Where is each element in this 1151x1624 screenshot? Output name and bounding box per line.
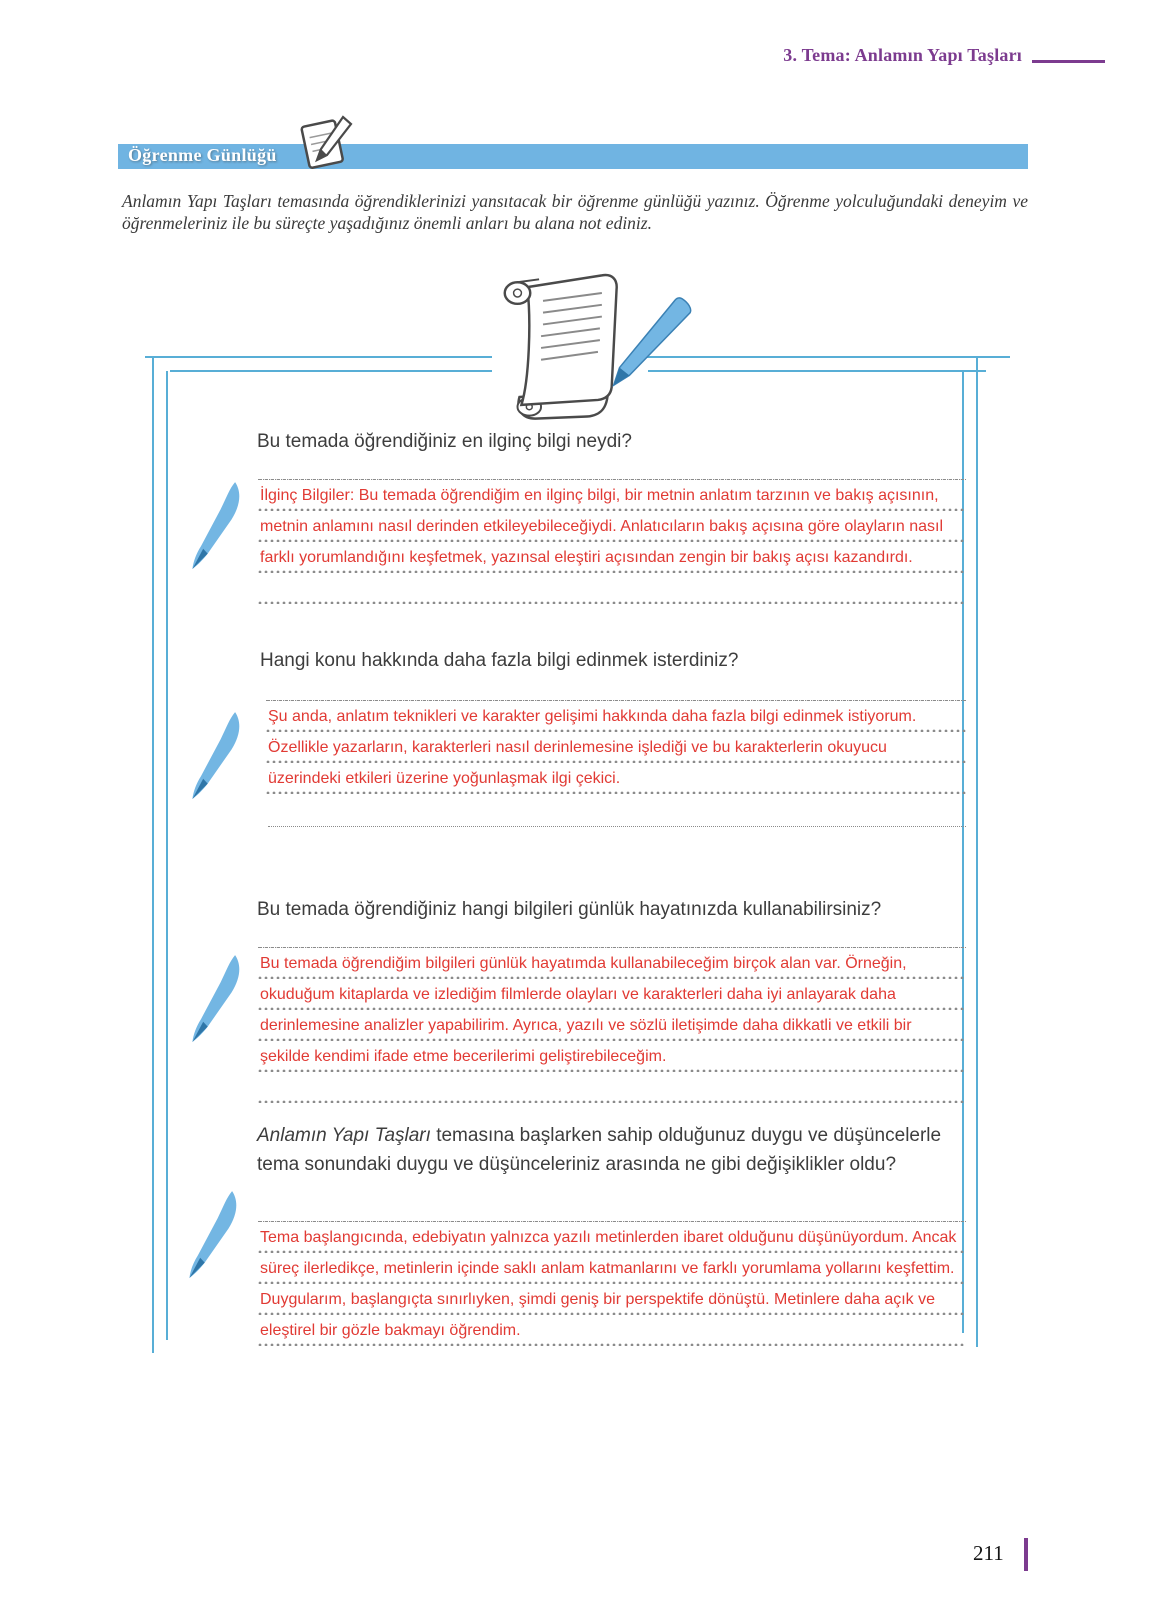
chapter-rule xyxy=(1032,60,1105,63)
question-1: Bu temada öğrendiğiniz en ilginç bilgi neydi? xyxy=(257,431,632,452)
question-3: Bu temada öğrendiğiniz hangi bilgileri günlük hayatınızda kullanabilirsiniz? xyxy=(257,899,882,920)
question-4-text: temasına başlarken sahip olduğunuz duygu ve düşüncelerle tema sonundaki duygu ve düşünceleriniz arasında ne gibi değişiklikler oldu? xyxy=(257,1125,942,1175)
chapter-heading: 3. Tema: Anlamın Yapı Taşları xyxy=(783,45,1022,65)
pen-icon xyxy=(176,472,255,585)
pen-icon xyxy=(176,945,255,1058)
frame-line xyxy=(648,370,986,372)
answer-field-2[interactable]: Şu anda, anlatım teknikleri ve karakter gelişimi hakkında daha fazla bilgi edinmek istiyorum. Özellikle yazarların, karakterleri nasıl derinlemesine işlediği ve bu karakterlerin okuyucu üzerindeki etkileri üzerine yoğunlaşmak ilgi çekici. xyxy=(266,700,966,794)
frame-line xyxy=(152,357,154,1353)
page-number-bar xyxy=(1024,1538,1028,1571)
banner-title: Öğrenme Günlüğü xyxy=(128,145,277,165)
answer-field-3[interactable]: Bu temada öğrendiğim bilgileri günlük hayatımda kullanabileceğim birçok alan var. Örneğin, okuduğum kitaplarda ve izlediğim filmlerde olayları ve karakterleri daha iyi anlayarak daha derinlemesine analizler yapabilirim. Ayrıca, yazılı ve sözlü iletişimde daha dikkatli ve etkili bir şekilde kendimi ifade etme becerilerimi geliştirebileceğim. xyxy=(258,947,966,1103)
question-4-theme-title: Anlamın Yapı Taşları xyxy=(257,1125,431,1146)
frame-line xyxy=(976,357,978,1347)
question-4 xyxy=(257,1121,957,1179)
intro-paragraph: Anlamın Yapı Taşları temasında öğrendiklerinizi yansıtacak bir öğrenme günlüğü yazınız. Öğrenme yolculuğundaki deneyim ve öğrenmeleriniz ile bu süreçte yaşadığınız önemli anları bu alana not ediniz. xyxy=(122,191,1028,233)
frame-line xyxy=(170,370,492,372)
ruled-line[interactable] xyxy=(268,826,966,827)
question-2: Hangi konu hakkında daha fazla bilgi edinmek isterdiniz? xyxy=(260,650,739,671)
notepad-icon xyxy=(293,111,355,171)
answer-field-1[interactable]: İlginç Bilgiler: Bu temada öğrendiğim en ilginç bilgi, bir metnin anlatım tarzının ve bakış açısının, metnin anlamını nasıl derinden etkileyebileceğiydi. Anlatıcıların bakış açısına göre olayların nasıl farklı yorumlandığını keşfetmek, yazınsal eleştiri açısından zengin bir bakış açısı kazandırdı. xyxy=(258,479,966,604)
answer-field-4[interactable]: Tema başlangıcında, edebiyatın yalnızca yazılı metinlerden ibaret olduğunu düşünüyordum. Ancak süreç ilerledikçe, metinlerin içinde saklı anlam katmanlarını ve farklı yorumlama yollarını keşfettim. Duygularım, başlangıçta sınırlıyken, şimdi geniş bir perspektife dönüştü. Metinlere daha açık ve eleştirel bir gözle bakmayı öğrendim. xyxy=(258,1221,966,1346)
pen-icon xyxy=(176,702,255,815)
frame-line xyxy=(145,356,492,358)
learning-journal-banner xyxy=(118,144,1028,169)
page-number: 211 xyxy=(973,1541,1004,1565)
scroll-icon xyxy=(492,261,698,431)
pen-icon xyxy=(173,1181,252,1294)
frame-line xyxy=(166,371,168,1340)
